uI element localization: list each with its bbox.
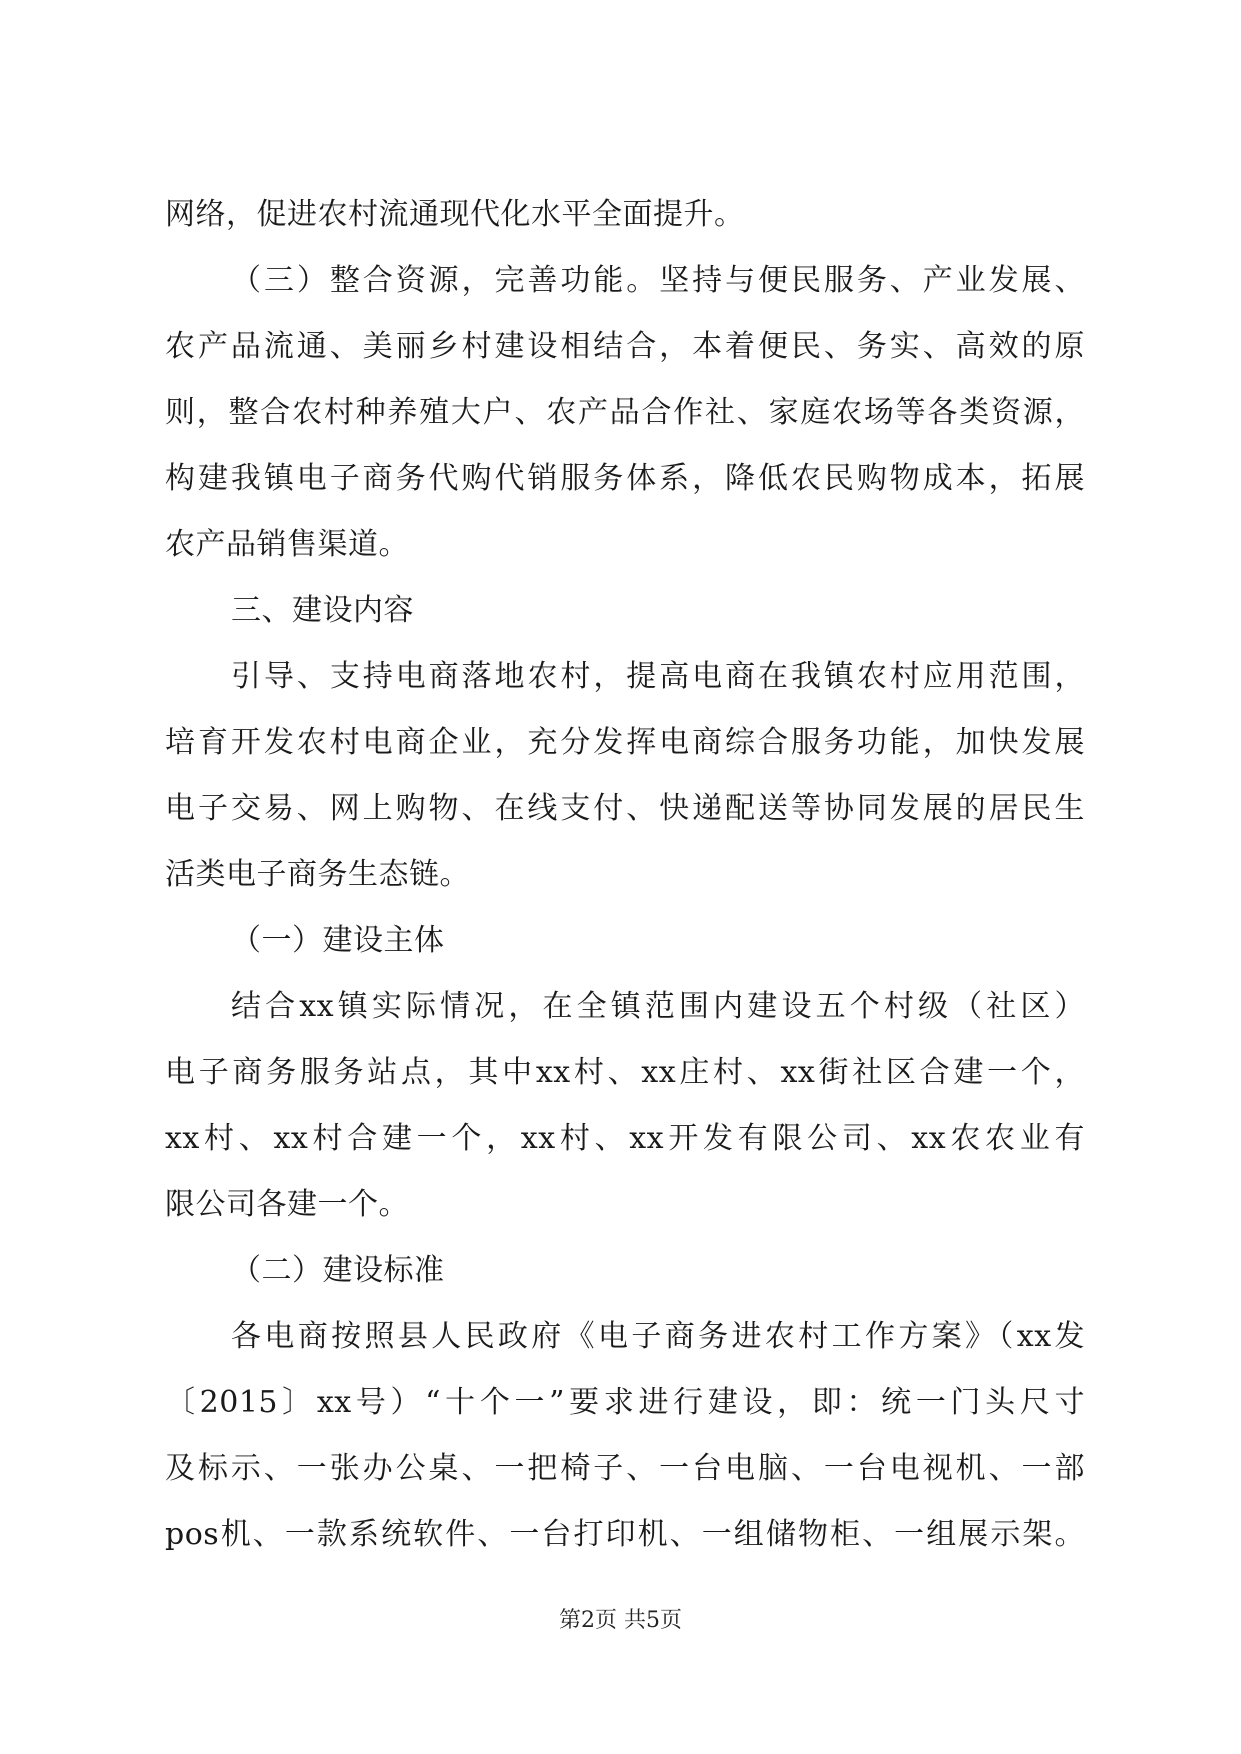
paragraph-line: 构建我镇电子商务代购代销服务体系，降低农民购物成本，拓展 — [165, 461, 1085, 496]
section-heading-line: （三）整合资源，完善功能。坚持与便民服务、产业发展、 — [231, 263, 1085, 298]
paragraph-line: 限公司各建一个。 — [165, 1187, 409, 1222]
paragraph-line: pos机、一款系统软件、一台打印机、一组储物柜、一组展示架。 — [165, 1517, 1085, 1552]
paragraph-line: 培育开发农村电商企业，充分发挥电商综合服务功能，加快发展 — [165, 725, 1085, 760]
page-number-footer: 第2页 共5页 — [559, 1608, 682, 1633]
paragraph-line: 电子交易、网上购物、在线支付、快递配送等协同发展的居民生 — [165, 791, 1085, 826]
paragraph-line: 结合xx镇实际情况，在全镇范围内建设五个村级（社区） — [231, 989, 1085, 1024]
paragraph-line: xx村、xx村合建一个，xx村、xx开发有限公司、xx农农业有 — [165, 1121, 1085, 1156]
section-heading: 三、建设内容 — [231, 593, 414, 628]
paragraph-line: 活类电子商务生态链。 — [165, 857, 470, 892]
paragraph-line: 则，整合农村种养殖大户、农产品合作社、家庭农场等各类资源， — [165, 395, 1085, 430]
paragraph-line: 农产品销售渠道。 — [165, 527, 409, 562]
paragraph-line: 引导、支持电商落地农村，提高电商在我镇农村应用范围， — [231, 659, 1085, 694]
paragraph-line: 农产品流通、美丽乡村建设相结合，本着便民、务实、高效的原 — [165, 329, 1085, 364]
paragraph-line: 各电商按照县人民政府《电子商务进农村工作方案》（xx发 — [231, 1319, 1085, 1354]
paragraph-line: 电子商务服务站点，其中xx村、xx庄村、xx街社区合建一个， — [165, 1055, 1085, 1090]
subsection-heading: （二）建设标准 — [231, 1253, 445, 1288]
subsection-heading: （一）建设主体 — [231, 923, 445, 958]
paragraph-line: 网络，促进农村流通现代化水平全面提升。 — [165, 197, 745, 232]
paragraph-line: 〔2015〕xx号）“十个一”要求进行建设，即：统一门头尺寸 — [165, 1385, 1085, 1420]
paragraph-line: 及标示、一张办公桌、一把椅子、一台电脑、一台电视机、一部 — [165, 1451, 1085, 1486]
